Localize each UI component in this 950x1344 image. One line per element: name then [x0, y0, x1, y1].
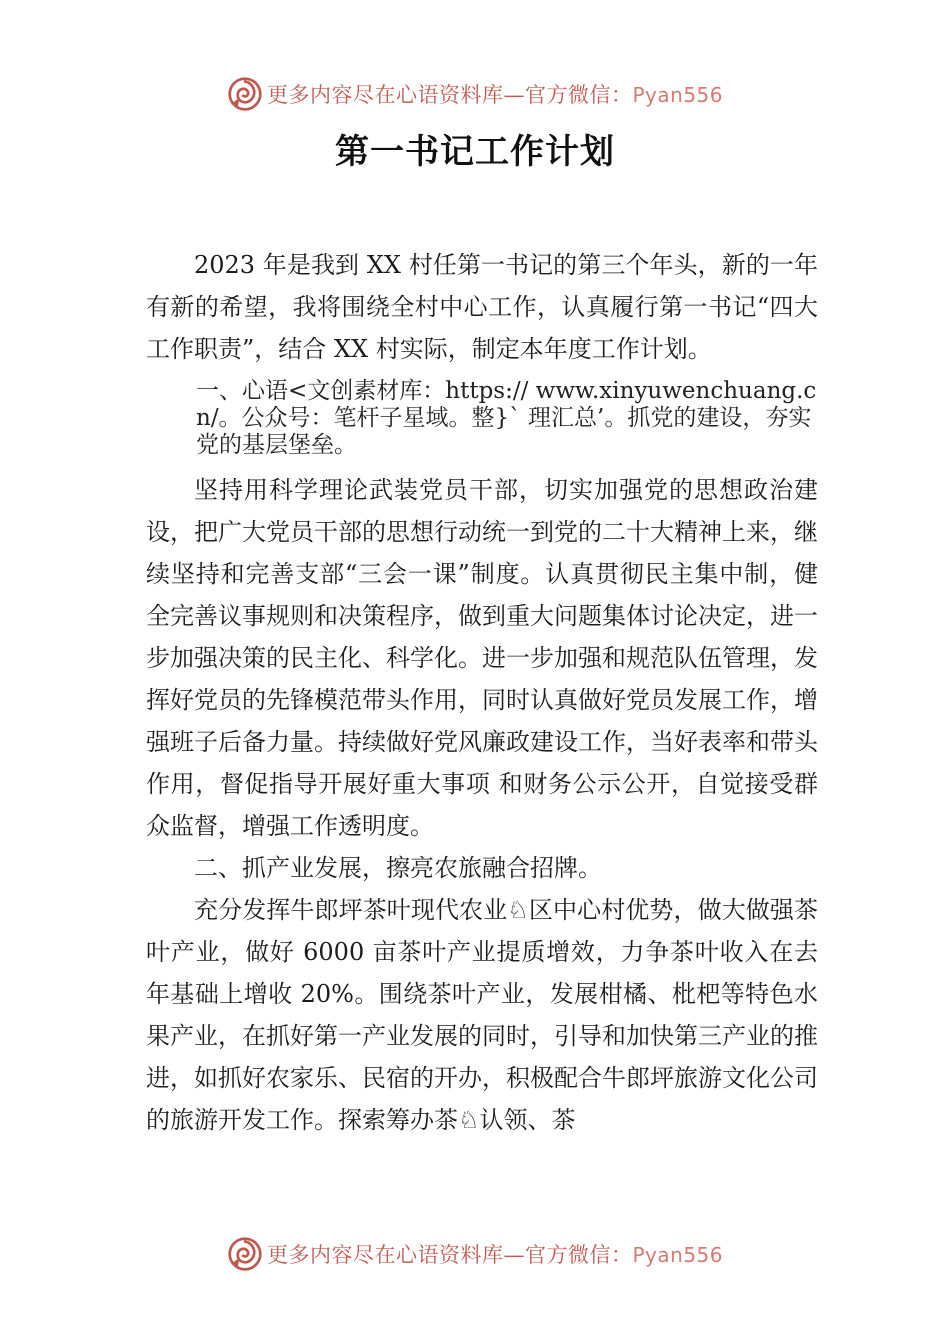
industry-paragraph: 充分发挥牛郎坪茶叶现代农业♘区中心村优势，做大做强茶叶产业，做好 6000 亩茶叶产业提质增效，力争茶叶收入在去年基础上增收 20%。围绕茶叶产业，发展柑橘、枇杷等特色水果产业，在抓好第一产业发展的同时，引导和加快第三产业的推进，如抓好农家乐、民宿的开办，积极配合牛郎坪旅游文化公司的旅游开发工作。探索筹办茶♘认领、茶 [146, 896, 818, 1134]
banner-wechat-id: Pyan556 [632, 83, 723, 107]
banner-text [267, 79, 723, 109]
document-body [146, 244, 818, 1141]
footer-banner [0, 1234, 950, 1274]
banner-text-main: 更多内容尽在心语资料库—官方微信： [266, 83, 633, 107]
shell-spiral-logo-icon [227, 76, 263, 112]
banner-text [267, 1239, 723, 1269]
intro-paragraph: 2023 年是我到 XX 村任第一书记的第三个年头，新的一年有新的希望，我将围绕全村中心工作，认真履行第一书记“四大工作职责”，结合 XX 村实际，制定本年度工作计划。 [146, 251, 818, 363]
banner-wechat-id: Pyan556 [632, 1243, 723, 1267]
section-heading-1: 一、心语<文创素材库：https:// www.xinyuwenchuang.cn/。公众号：笔杆子星域。整}` 理汇总’。抓党的建设，夯实党的基层堡垒。 [196, 378, 817, 458]
header-banner [0, 74, 950, 114]
section-heading-2: 二、抓产业发展，擦亮农旅融合招牌。 [194, 854, 602, 882]
party-building-paragraph: 坚持用科学理论武装党员干部，切实加强党的思想政治建设，把广大党员干部的思想行动统一到党的二十大精神上来，继续坚持和完善支部“三会一课”制度。认真贯彻民主集中制，健全完善议事规则和决策程序，做到重大问题集体讨论决定，进一步加强决策的民主化、科学化。进一步加强和规范队伍管理，发挥好党员的先锋模范带头作用，同时认真做好党员发展工作，增强班子后备力量。持续做好党风廉政建设工作，当好表率和带头作用，督促指导开展好重大事项 和财务公示公开，自觉接受群众监督，增强工作透明度。 [146, 476, 818, 840]
shell-spiral-logo-icon [227, 1236, 263, 1272]
document-title: 第一书记工作计划 [335, 132, 615, 172]
banner-text-main: 更多内容尽在心语资料库—官方微信： [266, 1243, 633, 1267]
